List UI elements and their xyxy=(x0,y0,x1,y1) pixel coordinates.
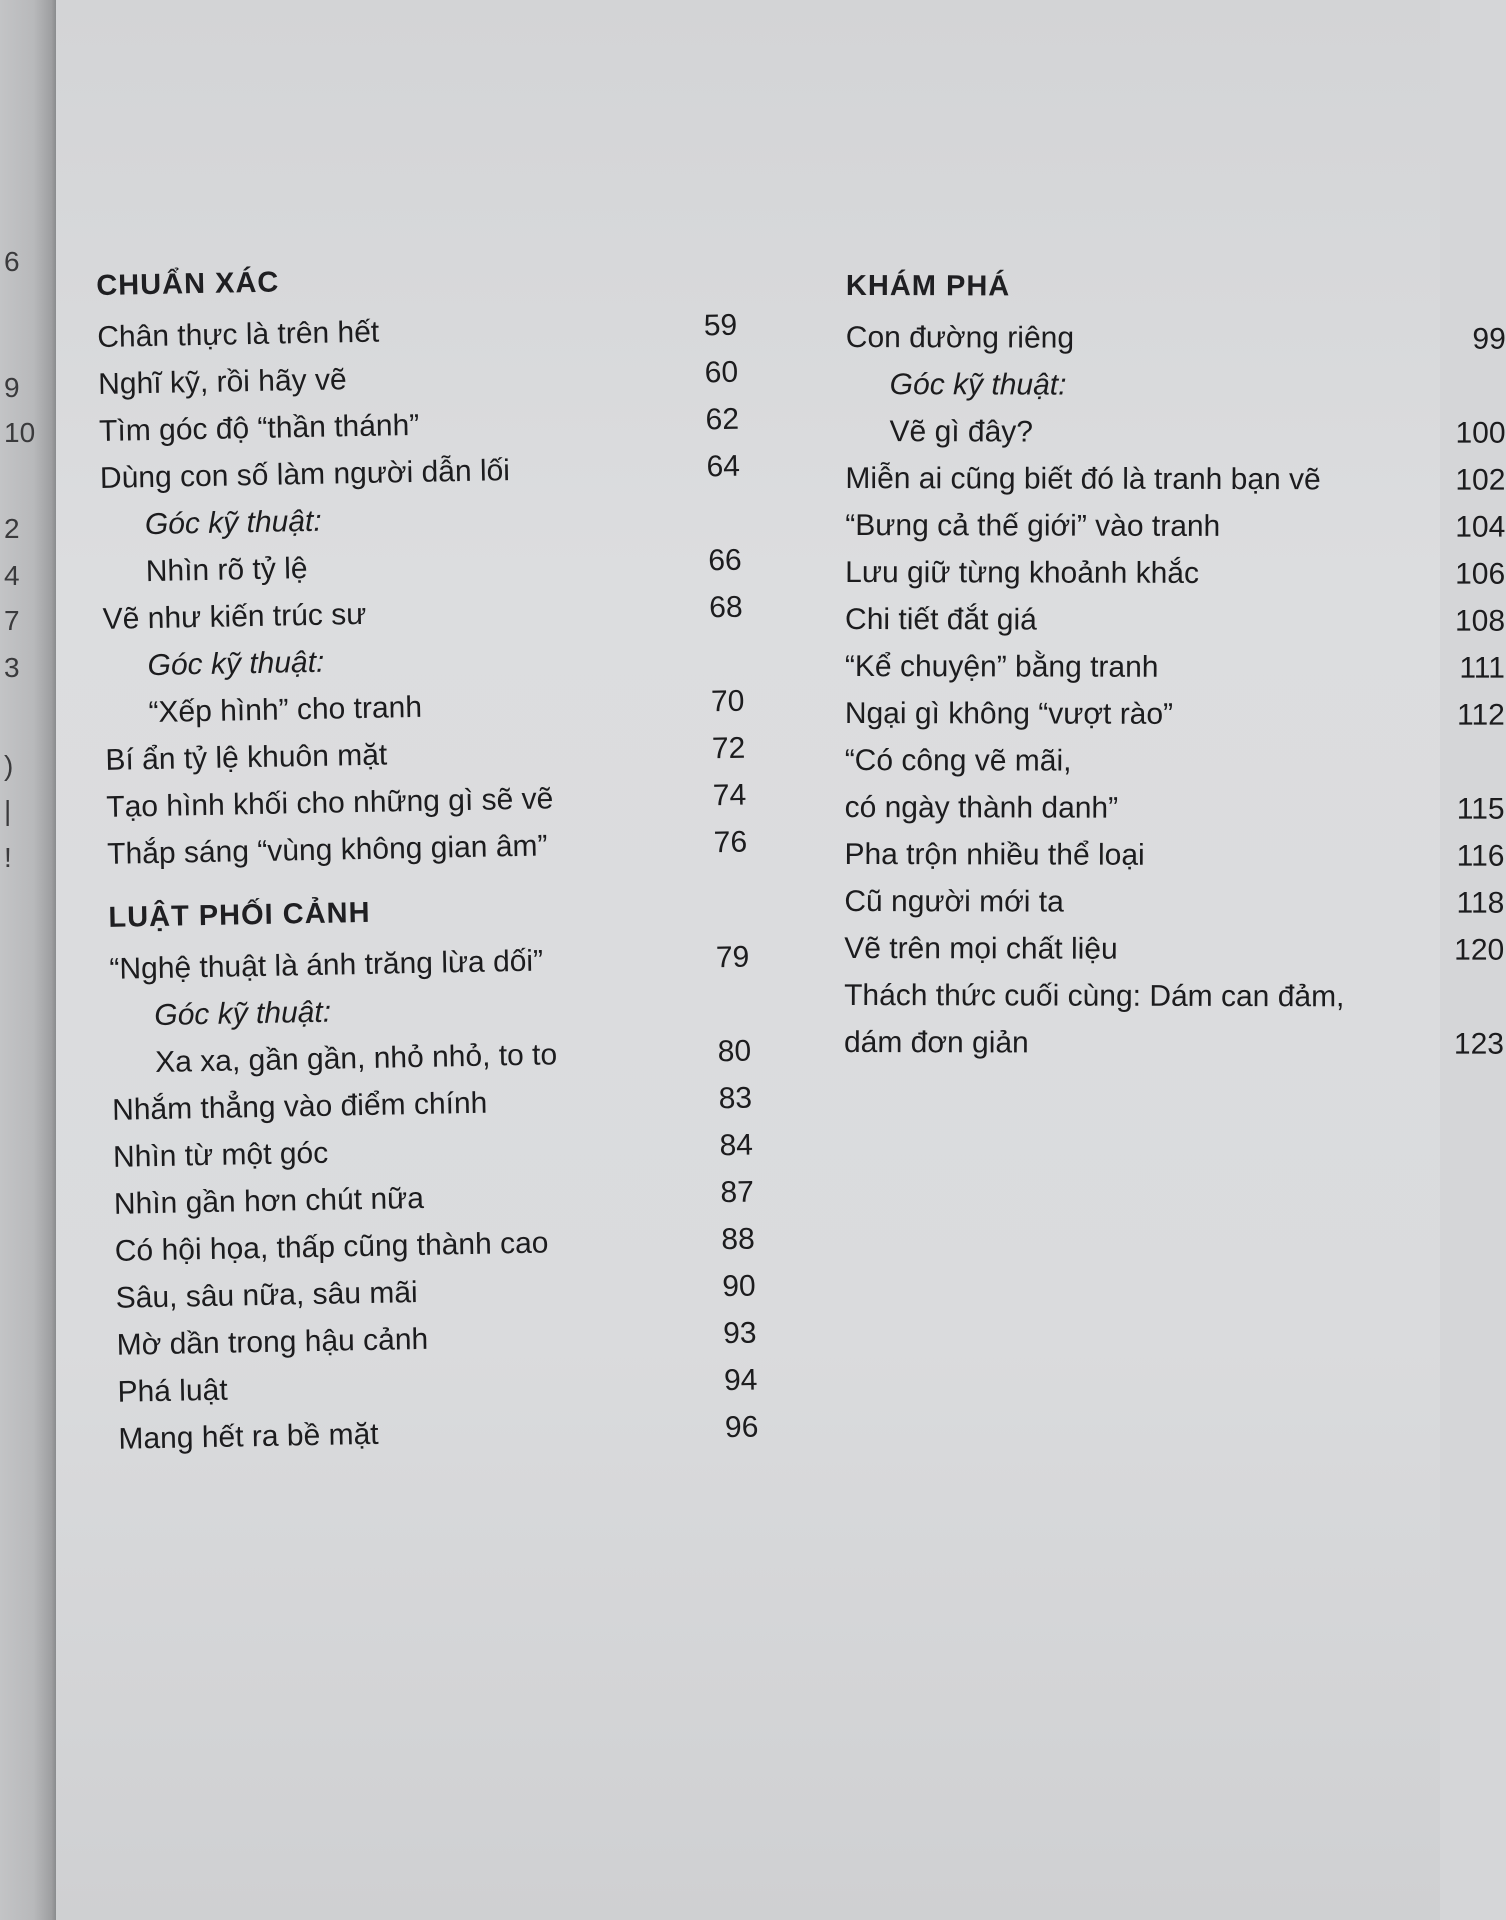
toc-page-number: 72 xyxy=(711,731,746,766)
toc-entry xyxy=(844,1019,1504,1068)
toc-entry-title: Lưu giữ từng khoảnh khắc xyxy=(845,555,1200,590)
toc-entry-title: Chi tiết đắt giá xyxy=(845,602,1037,637)
toc-entry-title: Thắp sáng “vùng không gian âm” xyxy=(106,829,548,871)
edge-page-number: 9 xyxy=(4,372,20,403)
edge-page-number: 10 xyxy=(4,417,36,448)
edge-page-number: ! xyxy=(4,842,12,873)
toc-page-number: 76 xyxy=(713,825,748,860)
edge-page-number: ) xyxy=(4,750,14,781)
toc-page-number: 64 xyxy=(706,449,741,484)
toc-entry-title: Góc kỹ thuật: xyxy=(154,995,332,1033)
toc-entry-title: Cũ người mới ta xyxy=(844,884,1064,919)
toc-entry xyxy=(845,643,1505,692)
toc-entry-title: dám đơn giản xyxy=(843,1025,1029,1060)
toc-entry xyxy=(846,314,1506,363)
toc-page-number: 68 xyxy=(708,590,743,625)
toc-page-number: 62 xyxy=(705,402,740,437)
toc-entry xyxy=(844,878,1504,927)
toc-entry-title: “Có công vẽ mãi, xyxy=(844,743,1072,778)
toc-entry-title: Chân thực là trên hết xyxy=(96,315,380,354)
toc-page-number: 104 xyxy=(1455,510,1506,544)
toc-page-number: 106 xyxy=(1455,557,1506,591)
toc-page-number: 123 xyxy=(1453,1027,1505,1061)
toc-entry-title: Nhìn gần hơn chút nữa xyxy=(113,1181,425,1221)
toc-entry xyxy=(846,361,1506,410)
toc-entry xyxy=(845,784,1505,833)
toc-page-number: 80 xyxy=(717,1034,752,1069)
toc-entry-title: Mang hết ra bề mặt xyxy=(118,1417,379,1456)
toc-page-number: 94 xyxy=(723,1363,758,1398)
toc-page-number: 112 xyxy=(1456,698,1505,732)
toc-entry-title: Mờ dần trong hậu cảnh xyxy=(116,1322,429,1362)
toc-entry-title: “Kể chuyện” bằng tranh xyxy=(844,649,1159,684)
toc-page-number: 74 xyxy=(712,778,747,813)
toc-entry xyxy=(844,831,1504,880)
toc-entry-title: Vẽ trên mọi chất liệu xyxy=(844,931,1118,966)
toc-entry-title: Miễn ai cũng biết đó là tranh bạn vẽ xyxy=(845,461,1321,497)
toc-page-number: 118 xyxy=(1456,886,1505,920)
toc-entry-title: Góc kỹ thuật: xyxy=(147,645,325,683)
toc-right-column xyxy=(844,270,1506,1068)
toc-page-number: 100 xyxy=(1455,416,1506,450)
toc-entry-title: “Bưng cả thế giới” vào tranh xyxy=(845,508,1221,543)
toc-entry-title: Nhìn từ một góc xyxy=(112,1136,329,1174)
toc-entry-title: Nhắm thẳng vào điểm chính xyxy=(111,1086,488,1127)
toc-entry-title: Nhìn rõ tỷ lệ xyxy=(145,551,308,589)
toc-entry-title: Con đường riêng xyxy=(845,320,1075,355)
toc-page-number: 115 xyxy=(1456,792,1505,826)
toc-entry-title: Góc kỹ thuật: xyxy=(889,368,1067,402)
edge-page-number: 4 xyxy=(4,560,20,591)
toc-page-number: 66 xyxy=(708,543,743,578)
toc-page-number: 60 xyxy=(704,355,739,390)
toc-entry xyxy=(845,737,1505,786)
toc-entry-title: Vẽ gì đây? xyxy=(889,415,1034,449)
toc-entry-title: có ngày thành danh” xyxy=(844,790,1119,825)
toc-left-column xyxy=(96,258,759,1463)
toc-entry-title: Ngại gì không “vượt rào” xyxy=(844,696,1174,731)
edge-page-number: 3 xyxy=(4,652,20,683)
section-title: KHÁM PHÁ xyxy=(845,270,1011,303)
toc-page-number: 102 xyxy=(1455,463,1506,497)
toc-page-number: 93 xyxy=(722,1316,757,1351)
toc-entry xyxy=(846,408,1506,457)
toc-page-number: 99 xyxy=(1472,322,1506,356)
toc-entry xyxy=(845,690,1505,739)
previous-page-edge xyxy=(0,0,56,1920)
toc-page-number: 84 xyxy=(719,1128,754,1163)
edge-page-number: 2 xyxy=(4,513,20,544)
edge-page-number: | xyxy=(4,795,12,826)
toc-page-number: 120 xyxy=(1454,933,1505,967)
toc-page-number: 59 xyxy=(703,308,738,343)
toc-entry xyxy=(845,502,1505,551)
toc-entry-title: Tạo hình khối cho những gì sẽ vẽ xyxy=(106,782,554,824)
toc-entry xyxy=(844,972,1504,1021)
edge-page-number: 7 xyxy=(4,605,20,636)
toc-entry-title: Phá luật xyxy=(117,1373,228,1409)
toc-entry-title: Nghĩ kỹ, rồi hãy vẽ xyxy=(97,363,347,401)
toc-entry xyxy=(845,596,1505,645)
toc-entry-title: Pha trộn nhiều thể loại xyxy=(844,837,1145,872)
toc-page-number: 108 xyxy=(1454,604,1506,638)
toc-page-number: 116 xyxy=(1456,839,1505,873)
toc-entry xyxy=(845,549,1505,598)
toc-page-number: 79 xyxy=(715,940,750,975)
toc-entry-title: “Nghệ thuật là ánh trăng lừa dối” xyxy=(109,944,544,986)
toc-entry-title: Có hội họa, thấp cũng thành cao xyxy=(114,1226,549,1268)
toc-page-number: 111 xyxy=(1459,651,1506,685)
toc-entry xyxy=(844,925,1504,974)
toc-entry-title: Sâu, sâu nữa, sâu mãi xyxy=(115,1276,418,1315)
toc-page-number: 88 xyxy=(721,1222,756,1257)
toc-entry-title: Vẽ như kiến trúc sư xyxy=(102,597,367,636)
toc-entry-title: Bí ẩn tỷ lệ khuôn mặt xyxy=(105,738,388,777)
toc-entry-title: Góc kỹ thuật: xyxy=(144,504,322,542)
toc-entry-title: Tìm góc độ “thần thánh” xyxy=(98,408,420,448)
section-title: CHUẨN XÁC xyxy=(96,266,280,302)
table-of-contents-page xyxy=(56,0,1506,1920)
toc-page-number: 96 xyxy=(724,1410,759,1445)
toc-entry-title: Xa xa, gần gần, nhỏ nhỏ, to to xyxy=(154,1038,558,1080)
toc-page-number: 87 xyxy=(720,1175,755,1210)
toc-page-number: 83 xyxy=(718,1081,753,1116)
edge-page-number: 6 xyxy=(4,246,20,277)
toc-entry-title: “Xếp hình” cho tranh xyxy=(148,690,423,730)
toc-entry-title: Thách thức cuối cùng: Dám can đảm, xyxy=(844,978,1345,1014)
toc-entry-title: Dùng con số làm người dẫn lối xyxy=(99,454,511,495)
toc-page-number: 70 xyxy=(710,684,745,719)
section-title: LUẬT PHỐI CẢNH xyxy=(108,896,371,934)
toc-entry xyxy=(845,455,1505,504)
toc-page-number: 90 xyxy=(721,1269,756,1304)
